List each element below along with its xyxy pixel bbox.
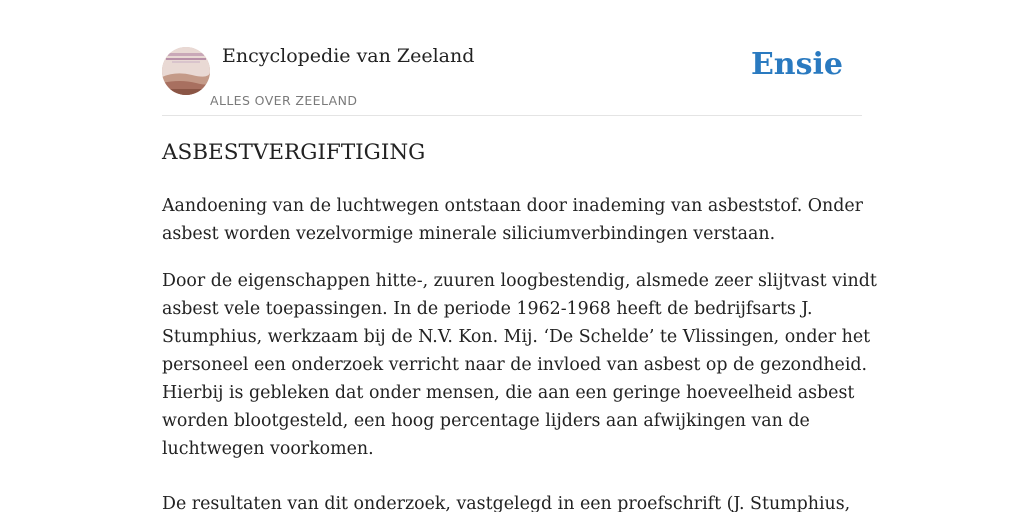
content-column [162,0,877,512]
article-paragraph [162,192,862,248]
paragraph-line: Stumphius, werkzaam bij de N.V. Kon. Mij. ‘De Schelde’ te Vlissingen, onder het [162,327,871,347]
site-header [162,0,862,116]
article-title: ASBESTVERGIFTIGING [162,140,426,165]
site-subtitle: ALLES OVER ZEELAND [210,93,358,108]
paragraph-line: Hierbij is gebleken dat onder mensen, die aan een geringe hoeveelheid asbest [162,383,855,403]
site-title[interactable]: Encyclopedie van Zeeland [222,45,475,67]
paragraph-line: De resultaten van dit onderzoek, vastgelegd in een proefschrift (J. Stumphius, [162,494,851,512]
article-paragraph [162,490,862,512]
ensie-logo[interactable]: Ensie [750,47,843,82]
paragraph-line: Aandoening van de luchtwegen ontstaan door inademing van asbeststof. Onder [162,196,863,216]
paragraph-line: luchtwegen voorkomen. [162,439,374,459]
paragraph-line: asbest vele toepassingen. In de periode 1962-1968 heeft de bedrijfsarts J. [162,299,813,319]
article-paragraph [162,267,877,463]
paragraph-line: personeel een onderzoek verricht naar de invloed van asbest op de gezondheid. [162,355,868,375]
paragraph-line: worden blootgesteld, een hoog percentage lijders aan afwijkingen van de [162,411,810,431]
paragraph-line: Door de eigenschappen hitte-, zuuren loogbestendig, alsmede zeer slijtvast vindt [162,271,877,291]
site-avatar-image[interactable] [162,47,210,95]
paragraph-line: asbest worden vezelvormige minerale siliciumverbindingen verstaan. [162,224,776,244]
